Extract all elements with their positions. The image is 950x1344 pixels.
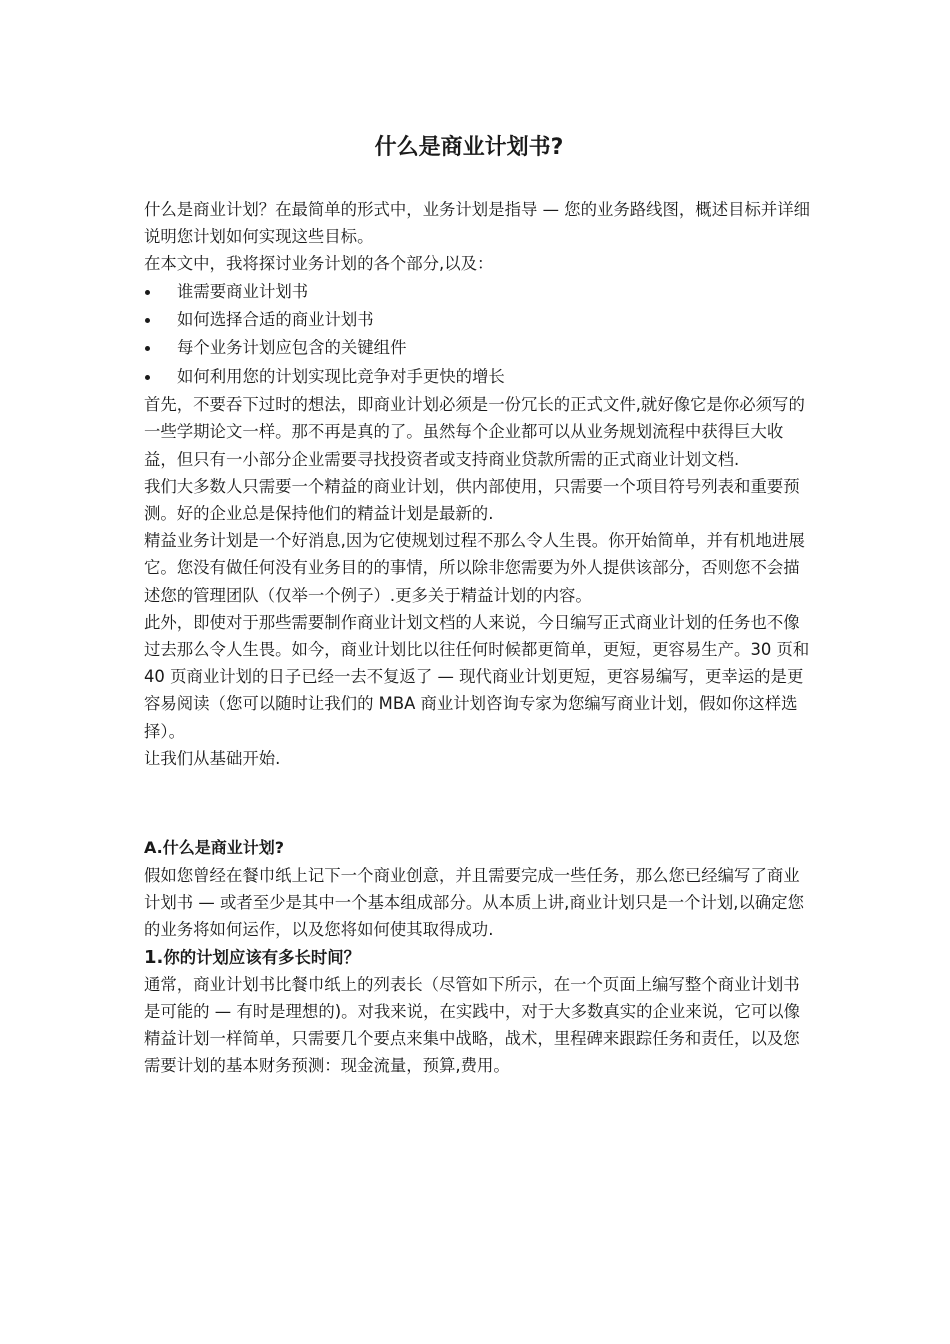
section-spacer: [144, 772, 814, 833]
list-item-text: 谁需要商业计划书: [177, 281, 309, 301]
bullet-icon: [145, 290, 150, 295]
section-1-paragraph: 通常，商业计划书比餐巾纸上的列表长（尽管如下所示，在一个页面上编写整个商业计划书是可能的 — 有时是理想的)。对我来说，在实践中，对于大多数真实的企业来说，它可以像精益计划一样简单，只需要几个要点来集中战略，战术，里程碑来跟踪任务和责任，以及您需要计划的基本财务预测：现金流量，预算,费用。: [144, 974, 801, 1076]
bullet-icon: [145, 375, 150, 380]
intro-paragraph-4: 我们大多数人只需要一个精益的商业计划，供内部使用，只需要一个项目符号列表和重要预测。好的企业总是保持他们的精益计划是最新的.: [144, 476, 800, 524]
list-item: [144, 363, 814, 391]
list-item: [144, 306, 814, 334]
intro-paragraph-2: 在本文中，我将探讨业务计划的各个部分,以及：: [144, 254, 494, 274]
list-item-text: 如何选择合适的商业计划书: [177, 310, 374, 330]
bullet-icon: [145, 346, 150, 351]
bullet-icon: [145, 318, 150, 323]
intro-paragraph-3: 首先，不要吞下过时的想法，即商业计划必须是一份冗长的正式文件,就好像它是你必须写的一些学期论文一样。那不再是真的了。虽然每个企业都可以从业务规划流程中获得巨大收益，但只有一小部分企业需要寻找投资者或支持商业贷款所需的正式商业计划文档.: [144, 395, 805, 469]
section-1-heading: [144, 944, 814, 971]
list-item: [144, 334, 814, 362]
intro-paragraph-6: 此外，即使对于那些需要制作商业计划文档的人来说，今日编写正式商业计划的任务也不像过去那么令人生畏。如今，商业计划比以往任何时候都更简单，更短，更容易生产。30 页和 40 页商业计划的日子已经一去不复返了 — 现代商业计划更短，更容易编写，更幸运的是更容易阅读（您可以随时让我们的 MBA 商业计划咨询专家为您编写商业计划，假如你这样选择）。: [144, 612, 810, 741]
list-item-text: 如何利用您的计划实现比竞争对手更快的增长: [177, 366, 505, 386]
section-1-number: 1.: [144, 946, 164, 968]
section-1-heading-text: 你的计划应该有多长时间？: [163, 947, 361, 967]
section-a-heading: A.什么是商业计划?: [144, 838, 285, 858]
document-body: [144, 196, 814, 1080]
intro-paragraph-5: 精益业务计划是一个好消息,因为它使规划过程不那么令人生畏。你开始简单，并有机地进展它。您没有做任何没有业务目的的事情，所以除非您需要为外人提供该部分，否则您不会描述您的管理团队（仅举一个例子）.更多关于精益计划的内容。: [144, 531, 805, 605]
section-a-paragraph: 假如您曾经在餐巾纸上记下一个商业创意，并且需要完成一些任务，那么您已经编写了商业计划书 — 或者至少是其中一个基本组成部分。从本质上讲,商业计划只是一个计划,以确定您的业务将如何运作，以及您将如何使其取得成功.: [144, 866, 805, 940]
topic-list: [144, 278, 814, 392]
intro-paragraph-1: 什么是商业计划？在最简单的形式中，业务计划是指导 — 您的业务路线图，概述目标并详细说明您计划如何实现这些目标。: [144, 200, 811, 247]
intro-paragraph-7: 让我们从基础开始.: [144, 748, 281, 768]
list-item: [144, 278, 814, 306]
list-item-text: 每个业务计划应包含的关键组件: [177, 338, 407, 358]
document-title: 什么是商业计划书?: [374, 135, 564, 160]
